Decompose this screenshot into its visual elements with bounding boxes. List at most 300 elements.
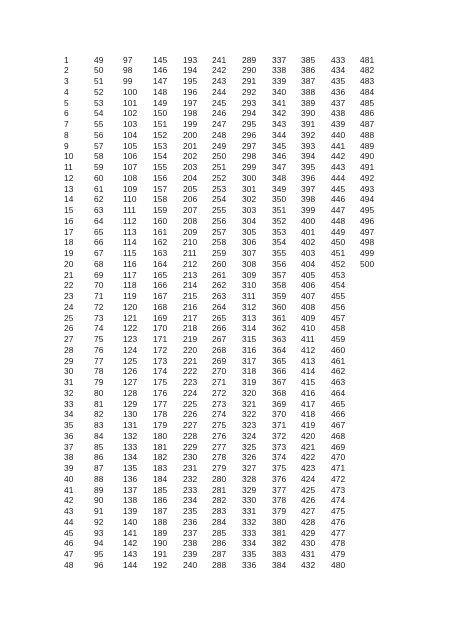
number-cell: 290 bbox=[242, 65, 257, 76]
number-cell: 75 bbox=[94, 334, 104, 344]
number-cell: 27 bbox=[64, 334, 74, 344]
number-cell: 397 bbox=[301, 183, 316, 194]
number-cell: 100 bbox=[123, 86, 138, 97]
number-cell: 73 bbox=[94, 312, 104, 323]
number-cell: 489 bbox=[360, 140, 375, 151]
number-cell: 474 bbox=[331, 495, 346, 506]
number-cell: 83 bbox=[94, 420, 104, 430]
number-cell: 165 bbox=[153, 269, 168, 280]
number-cell: 171 bbox=[153, 334, 168, 344]
number-cell: 321 bbox=[242, 398, 257, 409]
number-cell: 235 bbox=[183, 506, 198, 516]
number-cell: 206 bbox=[183, 194, 198, 205]
number-cell: 298 bbox=[242, 151, 257, 162]
number-cell: 318 bbox=[242, 366, 257, 377]
number-cell: 181 bbox=[153, 441, 168, 452]
number-cell: 418 bbox=[301, 409, 316, 420]
number-cell: 385 bbox=[301, 54, 316, 65]
number-cell: 123 bbox=[123, 334, 138, 344]
number-cell: 216 bbox=[183, 301, 198, 312]
number-cell: 447 bbox=[331, 205, 346, 215]
number-cell: 22 bbox=[64, 280, 74, 291]
number-cell: 356 bbox=[272, 258, 287, 269]
number-cell: 338 bbox=[272, 65, 287, 76]
number-cell: 205 bbox=[183, 183, 198, 194]
number-cell: 376 bbox=[272, 473, 287, 484]
number-cell: 362 bbox=[272, 323, 287, 334]
number-cell: 243 bbox=[212, 76, 227, 86]
number-cell: 389 bbox=[301, 97, 316, 108]
number-cell: 18 bbox=[64, 237, 74, 248]
number-cell: 42 bbox=[64, 495, 74, 506]
number-cell: 8 bbox=[64, 129, 69, 140]
number-cell: 110 bbox=[123, 194, 137, 205]
number-cell: 234 bbox=[183, 495, 198, 506]
number-cell: 336 bbox=[242, 559, 257, 570]
number-cell: 278 bbox=[212, 452, 227, 463]
number-cell: 126 bbox=[123, 366, 138, 377]
number-cell: 209 bbox=[183, 226, 198, 237]
number-cell: 383 bbox=[272, 549, 287, 559]
number-cell: 203 bbox=[183, 162, 198, 172]
number-cell: 105 bbox=[123, 140, 138, 151]
number-cell: 322 bbox=[242, 409, 257, 420]
number-cell: 491 bbox=[360, 162, 375, 172]
number-cell: 353 bbox=[272, 226, 287, 237]
number-cell: 211 bbox=[183, 248, 197, 258]
number-cell: 14 bbox=[64, 194, 74, 205]
number-cell: 366 bbox=[272, 366, 287, 377]
number-cell: 61 bbox=[94, 183, 104, 194]
number-cell: 498 bbox=[360, 237, 375, 248]
number-cell: 20 bbox=[64, 258, 74, 269]
number-cell: 381 bbox=[272, 527, 287, 538]
number-cell: 438 bbox=[331, 108, 346, 119]
number-cell: 248 bbox=[212, 129, 227, 140]
number-cell: 494 bbox=[360, 194, 375, 205]
number-cell: 458 bbox=[331, 323, 346, 334]
number-cell: 69 bbox=[94, 269, 104, 280]
number-cell: 38 bbox=[64, 452, 74, 463]
number-cell: 239 bbox=[183, 549, 198, 559]
number-cell: 84 bbox=[94, 430, 104, 441]
number-cell: 407 bbox=[301, 291, 316, 301]
number-cell: 492 bbox=[360, 172, 375, 183]
number-cell: 256 bbox=[212, 215, 227, 226]
number-cell: 150 bbox=[153, 108, 168, 119]
number-cell: 52 bbox=[94, 86, 104, 97]
number-cell: 375 bbox=[272, 463, 287, 473]
number-cell: 160 bbox=[153, 215, 168, 226]
number-cell: 264 bbox=[212, 301, 227, 312]
number-cell: 486 bbox=[360, 108, 375, 119]
number-cell: 398 bbox=[301, 194, 316, 205]
number-cell: 452 bbox=[331, 258, 346, 269]
number-cell: 255 bbox=[212, 205, 227, 215]
number-cell: 78 bbox=[94, 366, 104, 377]
number-cell: 229 bbox=[183, 441, 198, 452]
number-cell: 461 bbox=[331, 355, 346, 366]
number-cell: 167 bbox=[153, 291, 168, 301]
number-cell: 137 bbox=[123, 484, 138, 495]
number-cell: 472 bbox=[331, 473, 346, 484]
number-cell: 401 bbox=[301, 226, 316, 237]
number-cell: 281 bbox=[212, 484, 227, 495]
number-cell: 277 bbox=[212, 441, 227, 452]
number-cell: 34 bbox=[64, 409, 74, 420]
number-cell: 175 bbox=[153, 377, 168, 387]
number-cell: 10 bbox=[64, 151, 74, 162]
number-cell: 411 bbox=[301, 334, 315, 344]
number-cell: 441 bbox=[331, 140, 346, 151]
number-cell: 188 bbox=[153, 516, 168, 527]
number-cell: 340 bbox=[272, 86, 287, 97]
number-cell: 144 bbox=[123, 559, 138, 570]
number-cell: 245 bbox=[212, 97, 227, 108]
number-cell: 64 bbox=[94, 215, 104, 226]
number-cell: 194 bbox=[183, 65, 198, 76]
number-cell: 358 bbox=[272, 280, 287, 291]
number-cell: 210 bbox=[183, 237, 198, 248]
number-cell: 386 bbox=[301, 65, 316, 76]
number-cell: 35 bbox=[64, 420, 74, 430]
number-cell: 444 bbox=[331, 172, 346, 183]
number-cell: 122 bbox=[123, 323, 138, 334]
number-cell: 228 bbox=[183, 430, 198, 441]
number-cell: 217 bbox=[183, 312, 198, 323]
number-cell: 139 bbox=[123, 506, 138, 516]
number-cell: 89 bbox=[94, 484, 104, 495]
number-cell: 368 bbox=[272, 387, 287, 398]
number-cell: 115 bbox=[123, 248, 137, 258]
number-cell: 325 bbox=[242, 441, 257, 452]
number-cell: 12 bbox=[64, 172, 74, 183]
number-cell: 68 bbox=[94, 258, 104, 269]
number-cell: 272 bbox=[212, 387, 227, 398]
number-cell: 30 bbox=[64, 366, 74, 377]
number-cell: 155 bbox=[153, 162, 168, 172]
number-cell: 204 bbox=[183, 172, 198, 183]
number-cell: 62 bbox=[94, 194, 104, 205]
number-cell: 380 bbox=[272, 516, 287, 527]
number-cell: 269 bbox=[212, 355, 227, 366]
number-cell: 220 bbox=[183, 344, 198, 355]
number-cell: 242 bbox=[212, 65, 227, 76]
number-cell: 254 bbox=[212, 194, 227, 205]
number-cell: 275 bbox=[212, 420, 227, 430]
number-cell: 116 bbox=[123, 258, 137, 269]
number-cell: 54 bbox=[94, 108, 104, 119]
number-cell: 487 bbox=[360, 119, 375, 129]
number-cell: 467 bbox=[331, 420, 346, 430]
number-cell: 168 bbox=[153, 301, 168, 312]
number-cell: 459 bbox=[331, 334, 346, 344]
number-cell: 331 bbox=[242, 506, 257, 516]
number-cell: 183 bbox=[153, 463, 168, 473]
number-cell: 46 bbox=[64, 538, 74, 549]
number-cell: 151 bbox=[153, 119, 168, 129]
number-cell: 5 bbox=[64, 97, 69, 108]
number-cell: 316 bbox=[242, 344, 257, 355]
number-cell: 107 bbox=[123, 162, 138, 172]
number-cell: 266 bbox=[212, 323, 227, 334]
number-cell: 94 bbox=[94, 538, 104, 549]
number-cell: 428 bbox=[301, 516, 316, 527]
number-cell: 147 bbox=[153, 76, 168, 86]
number-cell: 460 bbox=[331, 344, 346, 355]
number-cell: 355 bbox=[272, 248, 287, 258]
number-cell: 408 bbox=[301, 301, 316, 312]
number-cell: 319 bbox=[242, 377, 257, 387]
number-cell: 488 bbox=[360, 129, 375, 140]
number-cell: 388 bbox=[301, 86, 316, 97]
number-cell: 395 bbox=[301, 162, 316, 172]
number-cell: 24 bbox=[64, 301, 74, 312]
number-cell: 493 bbox=[360, 183, 375, 194]
number-cell: 16 bbox=[64, 215, 74, 226]
number-cell: 475 bbox=[331, 506, 346, 516]
number-cell: 465 bbox=[331, 398, 346, 409]
number-cell: 471 bbox=[331, 463, 346, 473]
number-cell: 431 bbox=[301, 549, 316, 559]
number-cell: 37 bbox=[64, 441, 74, 452]
number-cell: 369 bbox=[272, 398, 287, 409]
number-cell: 186 bbox=[153, 495, 168, 506]
number-cell: 212 bbox=[183, 258, 198, 269]
number-cell: 91 bbox=[94, 506, 104, 516]
number-cell: 185 bbox=[153, 484, 168, 495]
number-cell: 345 bbox=[272, 140, 287, 151]
number-cell: 260 bbox=[212, 258, 227, 269]
number-cell: 121 bbox=[123, 312, 138, 323]
number-cell: 337 bbox=[272, 54, 287, 65]
number-cell: 470 bbox=[331, 452, 346, 463]
number-cell: 309 bbox=[242, 269, 257, 280]
number-cell: 342 bbox=[272, 108, 287, 119]
number-cell: 454 bbox=[331, 280, 346, 291]
number-cell: 9 bbox=[64, 140, 69, 151]
number-cell: 202 bbox=[183, 151, 198, 162]
number-cell: 365 bbox=[272, 355, 287, 366]
number-cell: 377 bbox=[272, 484, 287, 495]
number-cell: 347 bbox=[272, 162, 287, 172]
number-cell: 497 bbox=[360, 226, 375, 237]
number-cell: 302 bbox=[242, 194, 257, 205]
number-cell: 387 bbox=[301, 76, 316, 86]
number-cell: 45 bbox=[64, 527, 74, 538]
number-cell: 284 bbox=[212, 516, 227, 527]
number-cell: 232 bbox=[183, 473, 198, 484]
number-cell: 364 bbox=[272, 344, 287, 355]
number-cell: 40 bbox=[64, 473, 74, 484]
number-cell: 282 bbox=[212, 495, 227, 506]
number-cell: 390 bbox=[301, 108, 316, 119]
number-cell: 359 bbox=[272, 291, 287, 301]
number-cell: 457 bbox=[331, 312, 346, 323]
number-cell: 274 bbox=[212, 409, 227, 420]
number-cell: 166 bbox=[153, 280, 168, 291]
number-cell: 361 bbox=[272, 312, 287, 323]
number-cell: 332 bbox=[242, 516, 257, 527]
number-cell: 208 bbox=[183, 215, 198, 226]
number-cell: 370 bbox=[272, 409, 287, 420]
number-cell: 161 bbox=[153, 226, 168, 237]
number-cell: 3 bbox=[64, 76, 69, 86]
number-cell: 443 bbox=[331, 162, 346, 172]
number-cell: 273 bbox=[212, 398, 227, 409]
number-cell: 312 bbox=[242, 301, 257, 312]
number-cell: 88 bbox=[94, 473, 104, 484]
number-cell: 252 bbox=[212, 172, 227, 183]
number-cell: 413 bbox=[301, 355, 316, 366]
number-cell: 82 bbox=[94, 409, 104, 420]
number-cell: 480 bbox=[331, 559, 346, 570]
number-cell: 405 bbox=[301, 269, 316, 280]
number-cell: 500 bbox=[360, 258, 375, 269]
number-cell: 103 bbox=[123, 119, 138, 129]
number-cell: 349 bbox=[272, 183, 287, 194]
number-cell: 177 bbox=[153, 398, 168, 409]
number-cell: 101 bbox=[123, 97, 138, 108]
number-cell: 196 bbox=[183, 86, 198, 97]
number-cell: 437 bbox=[331, 97, 346, 108]
number-cell: 311 bbox=[242, 291, 256, 301]
number-cell: 247 bbox=[212, 119, 227, 129]
number-cell: 184 bbox=[153, 473, 168, 484]
number-cell: 50 bbox=[94, 65, 104, 76]
number-cell: 479 bbox=[331, 549, 346, 559]
number-cell: 108 bbox=[123, 172, 138, 183]
number-cell: 140 bbox=[123, 516, 138, 527]
number-cell: 374 bbox=[272, 452, 287, 463]
number-cell: 138 bbox=[123, 495, 138, 506]
number-cell: 424 bbox=[301, 473, 316, 484]
number-cell: 315 bbox=[242, 334, 257, 344]
number-cell: 329 bbox=[242, 484, 257, 495]
number-cell: 128 bbox=[123, 387, 138, 398]
number-cell: 114 bbox=[123, 237, 137, 248]
number-cell: 81 bbox=[94, 398, 104, 409]
number-cell: 41 bbox=[64, 484, 74, 495]
number-cell: 327 bbox=[242, 463, 257, 473]
number-cell: 29 bbox=[64, 355, 74, 366]
number-cell: 86 bbox=[94, 452, 104, 463]
number-cell: 328 bbox=[242, 473, 257, 484]
number-cell: 36 bbox=[64, 430, 74, 441]
number-cell: 207 bbox=[183, 205, 198, 215]
number-cell: 259 bbox=[212, 248, 227, 258]
number-cell: 412 bbox=[301, 344, 316, 355]
number-cell: 158 bbox=[153, 194, 168, 205]
number-cell: 258 bbox=[212, 237, 227, 248]
number-cell: 425 bbox=[301, 484, 316, 495]
number-cell: 221 bbox=[183, 355, 198, 366]
number-cell: 484 bbox=[360, 86, 375, 97]
number-cell: 391 bbox=[301, 119, 316, 129]
number-cell: 145 bbox=[153, 54, 168, 65]
number-cell: 218 bbox=[183, 323, 198, 334]
number-cell: 180 bbox=[153, 430, 168, 441]
number-cell: 399 bbox=[301, 205, 316, 215]
number-cell: 427 bbox=[301, 506, 316, 516]
number-cell: 481 bbox=[360, 54, 375, 65]
number-cell: 483 bbox=[360, 76, 375, 86]
number-cell: 149 bbox=[153, 97, 168, 108]
number-cell: 326 bbox=[242, 452, 257, 463]
number-cell: 305 bbox=[242, 226, 257, 237]
number-cell: 59 bbox=[94, 162, 104, 172]
number-cell: 339 bbox=[272, 76, 287, 86]
number-cell: 48 bbox=[64, 559, 74, 570]
number-cell: 499 bbox=[360, 248, 375, 258]
number-cell: 432 bbox=[301, 559, 316, 570]
number-cell: 257 bbox=[212, 226, 227, 237]
number-cell: 49 bbox=[94, 54, 104, 65]
number-cell: 213 bbox=[183, 269, 198, 280]
number-cell: 372 bbox=[272, 430, 287, 441]
number-cell: 476 bbox=[331, 516, 346, 527]
number-cell: 289 bbox=[242, 54, 257, 65]
number-cell: 106 bbox=[123, 151, 138, 162]
number-cell: 153 bbox=[153, 140, 168, 151]
number-cell: 223 bbox=[183, 377, 198, 387]
number-cell: 310 bbox=[242, 280, 257, 291]
number-cell: 406 bbox=[301, 280, 316, 291]
number-cell: 152 bbox=[153, 129, 168, 140]
number-cell: 26 bbox=[64, 323, 74, 334]
number-cell: 120 bbox=[123, 301, 138, 312]
number-cell: 90 bbox=[94, 495, 104, 506]
number-cell: 113 bbox=[123, 226, 137, 237]
number-cell: 392 bbox=[301, 129, 316, 140]
number-cell: 76 bbox=[94, 344, 104, 355]
number-cell: 31 bbox=[64, 377, 74, 387]
number-cell: 343 bbox=[272, 119, 287, 129]
number-cell: 360 bbox=[272, 301, 287, 312]
number-cell: 19 bbox=[64, 248, 74, 258]
number-cell: 330 bbox=[242, 495, 257, 506]
number-cell: 296 bbox=[242, 129, 257, 140]
number-cell: 453 bbox=[331, 269, 346, 280]
number-cell: 466 bbox=[331, 409, 346, 420]
number-cell: 157 bbox=[153, 183, 168, 194]
number-cell: 244 bbox=[212, 86, 227, 97]
number-cell: 420 bbox=[301, 430, 316, 441]
number-cell: 280 bbox=[212, 473, 227, 484]
number-cell: 117 bbox=[123, 269, 137, 280]
number-cell: 74 bbox=[94, 323, 104, 334]
number-cell: 394 bbox=[301, 151, 316, 162]
number-cell: 195 bbox=[183, 76, 198, 86]
number-cell: 174 bbox=[153, 366, 168, 377]
number-cell: 6 bbox=[64, 108, 69, 119]
number-cell: 127 bbox=[123, 377, 138, 387]
number-cell: 51 bbox=[94, 76, 104, 86]
number-cell: 303 bbox=[242, 205, 257, 215]
number-cell: 445 bbox=[331, 183, 346, 194]
number-cell: 283 bbox=[212, 506, 227, 516]
number-cell: 410 bbox=[301, 323, 316, 334]
number-cell: 70 bbox=[94, 280, 104, 291]
number-cell: 33 bbox=[64, 398, 74, 409]
number-cell: 191 bbox=[153, 549, 168, 559]
number-cell: 496 bbox=[360, 215, 375, 226]
number-cell: 306 bbox=[242, 237, 257, 248]
number-cell: 142 bbox=[123, 538, 138, 549]
number-cell: 164 bbox=[153, 258, 168, 269]
number-cell: 451 bbox=[331, 248, 346, 258]
number-cell: 136 bbox=[123, 473, 138, 484]
